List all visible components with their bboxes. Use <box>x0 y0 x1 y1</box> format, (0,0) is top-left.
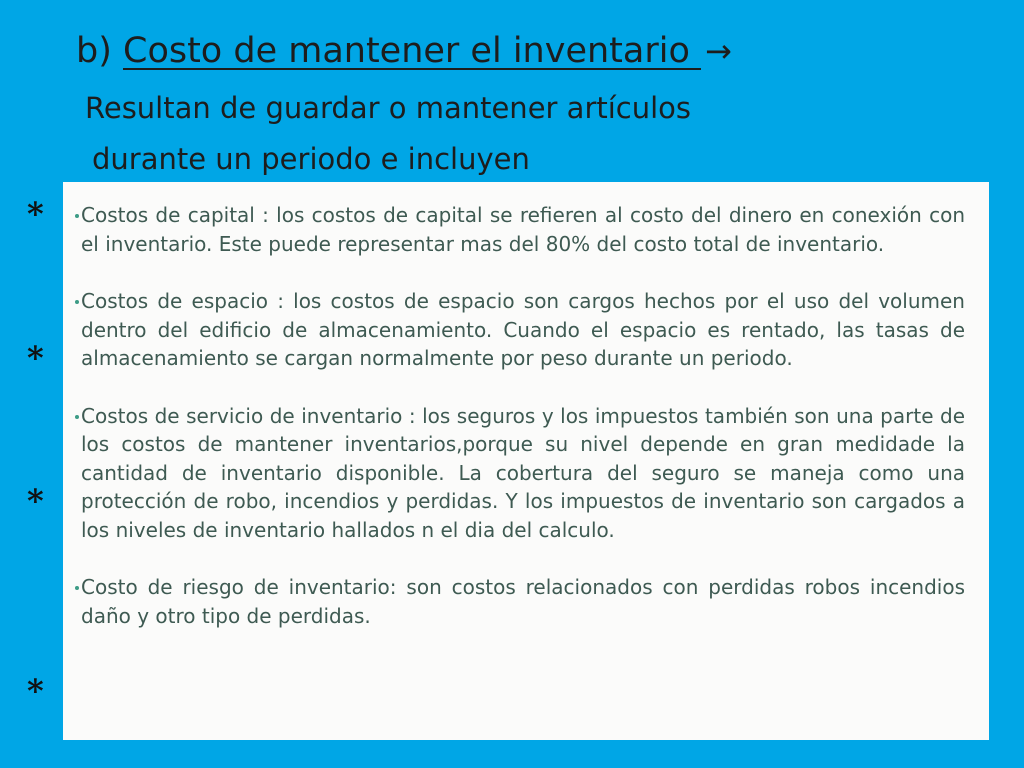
asterisk-bullet-icon: * <box>27 672 44 710</box>
slide-title <box>76 30 732 72</box>
subtitle-line-2: durante un periodo e incluyen <box>92 142 530 176</box>
list-item-text: Costo de riesgo de inventario: son costos relacionados con perdidas robos incendios daño y otro tipo de perdidas. <box>81 575 965 628</box>
title-underlined-text: Costo de mantener el inventario <box>123 31 701 71</box>
dot-bullet-icon <box>75 214 79 218</box>
title-prefix: b) <box>76 31 123 71</box>
list-item-costos-de-capital <box>75 201 965 258</box>
dot-bullet-icon <box>75 300 79 304</box>
asterisk-bullet-icon: * <box>27 339 44 377</box>
subtitle-line-1: Resultan de guardar o mantener artículos <box>85 91 692 125</box>
dot-bullet-icon <box>75 415 79 419</box>
content-panel <box>63 182 989 740</box>
asterisk-bullet-icon: * <box>27 482 44 520</box>
dot-bullet-icon <box>75 586 79 590</box>
list-item-text: Costos de espacio : los costos de espacio son cargos hechos por el uso del volumen dentro del edificio de almacenamiento. Cuando el espacio es rentado, las tasas de almacenamiento se cargan normalmente por peso durante un periodo. <box>81 289 965 370</box>
list-item-costo-de-riesgo <box>75 573 965 630</box>
list-item-costos-de-servicio <box>75 402 965 545</box>
list-item-text: Costos de servicio de inventario : los seguros y los impuestos también son una parte de los costos de mantener inventarios,porque su nivel depende en gran medidade la cantidad de inventario disponible. La cobertura del seguro se maneja como una protección de robo, incendios y perdidas. Y los impuestos de inventario son cargados a los niveles de inventario hallados n el dia del calculo. <box>81 403 965 542</box>
list-item-costos-de-espacio <box>75 287 965 373</box>
right-arrow-icon: → <box>704 32 732 70</box>
asterisk-bullet-icon: * <box>27 195 44 233</box>
list-item-text: Costos de capital : los costos de capital se refieren al costo del dinero en conexión con el inventario. Este puede representar mas del 80% del costo total de inventario. <box>81 203 965 256</box>
